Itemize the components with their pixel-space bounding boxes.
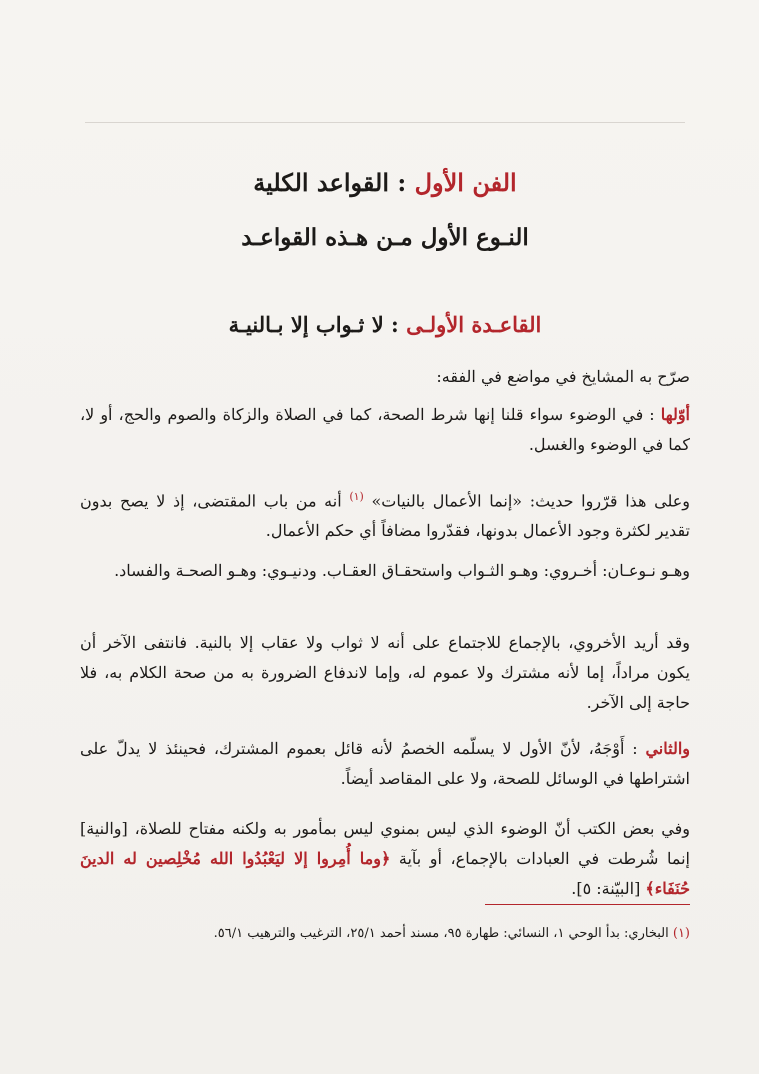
rule-heading: [80, 312, 690, 337]
rule-title: لا ثـواب إلا بـالنيـة: [228, 312, 384, 337]
second-label: والثاني: [645, 739, 690, 758]
books-text: وفي بعض الكتب أنّ الوضوء الذي ليس بمنوي ليس بمأمور به ولكنه مفتاح للصلاة، [والنية] إنما شُرطت في العبادات بالإجماع، أو بآية: [80, 819, 690, 868]
first-text: : في الوضوء سواء قلنا إنها شرط الصحة، كما في الصلاة والزكاة والصوم والحج، أو لا، كما في الوضوء والغسل.: [80, 405, 690, 454]
footnote-text: البخاري: بدأ الوحي ١، النسائي: طهارة ٩٥، مسند أحمد ٢٥/١، الترغيب والترهيب ٥٦/١.: [213, 926, 669, 941]
paragraph-types: [80, 556, 690, 586]
verse-reference: [البيّنة: ٥].: [571, 879, 641, 898]
paragraph-first: [80, 400, 690, 460]
hadith-text-b: أنه من باب المقتضى، إذ لا يصح بدون تقدير لكثرة وجود الأعمال بدونها، فقدّروا مضافاً أي حكم الأعمال.: [80, 491, 690, 541]
heading-colon: :: [389, 168, 407, 197]
footnote-marker[interactable]: (١): [349, 490, 364, 503]
types-text: وهـو نـوعـان: أخـروي: وهـو الثـواب واستحقـاق العقـاب. ودنيـوي: وهـو الصحـة والفساد.: [114, 561, 690, 580]
hadith-text-a: وعلى هذا قرّروا حديث: «إنما الأعمال بالنيات»: [371, 491, 691, 511]
paragraph-books: [80, 814, 690, 904]
part-label: الفن الأول: [414, 168, 517, 197]
part-title: القواعد الكلية: [253, 168, 390, 197]
footnote: [80, 926, 690, 941]
footnote-number: (١): [672, 926, 690, 941]
ukhrawi-text: وقد أريد الأخروي، بالإجماع للاجتماع على أنه لا ثواب ولا عقاب إلا بالنية. فانتفى الآخر أن يكون مراداً، إما لأنه مشترك ولا عموم له، وإما لاندفاع الضرورة به من صحة الكلام به، فلا حاجة إلى الآخر.: [80, 633, 690, 712]
section-heading: [80, 224, 690, 251]
bleed-through-rule: [85, 122, 685, 123]
paragraph-hadith: [80, 482, 690, 546]
second-text: : أَوْجَهُ، لأنّ الأول لا يسلّمه الخصمُ لأنه قائل بعموم المشترك، فحينئذ لا يدلّ على اشتراطها في الوسائل للصحة، ولا على المقاصد أيضاً.: [80, 739, 690, 788]
intro-text: صرّح به المشايخ في مواضع في الفقه:: [436, 367, 690, 386]
rule-colon: :: [383, 312, 399, 337]
rule-label: القاعـدة الأولـى: [406, 312, 542, 337]
intro-paragraph: [80, 362, 690, 392]
footnote-separator: [485, 904, 690, 905]
first-label: أوّلها: [660, 405, 690, 424]
section-title: النـوع الأول مـن هـذه القواعـد: [241, 224, 529, 251]
part-heading: [80, 168, 690, 197]
paragraph-ukhrawi: [80, 628, 690, 718]
paragraph-second: [80, 734, 690, 794]
quran-verse: ﴿وما أُمِروا إلا ليَعْبُدُوا الله مُخْلِصين له الدينَ حُنَفَاء﴾: [80, 849, 690, 898]
